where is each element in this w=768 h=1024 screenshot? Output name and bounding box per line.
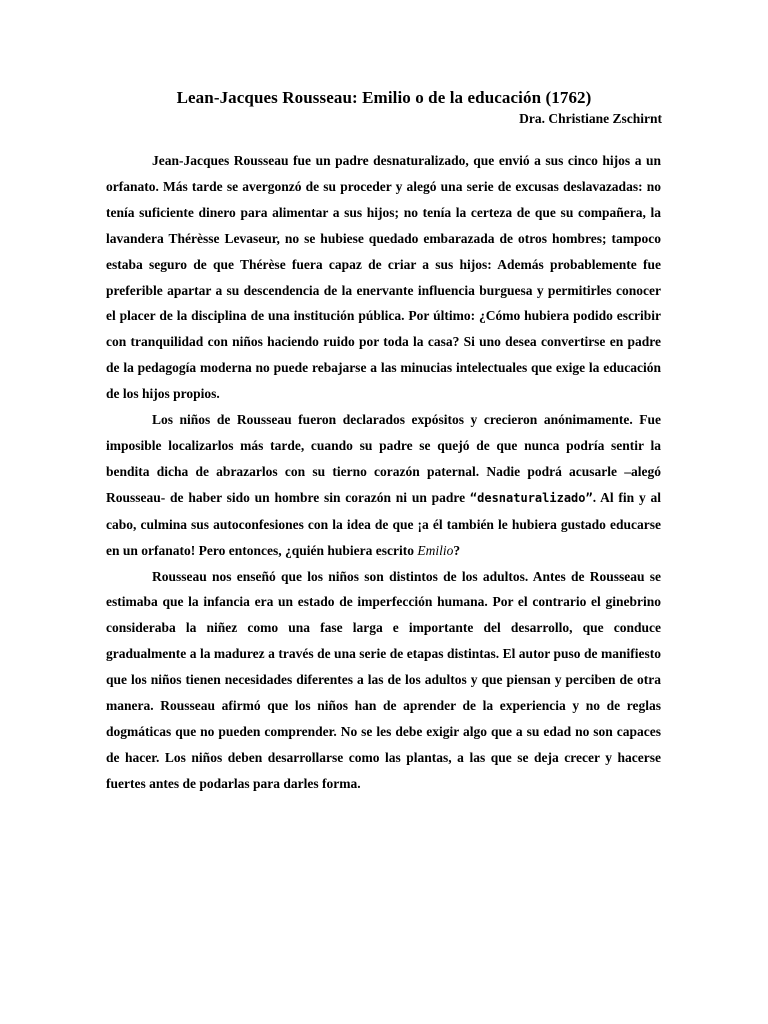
paragraph-2-text-end: ? (453, 542, 461, 558)
paragraph-2-text-middle: . Al fin y al cabo, culmina sus autoconfesiones con la idea de que ¡a él también le hubiera gustado educarse en un orfanato! Pero entonces, ¿quién hubiera escrito (106, 489, 661, 558)
document-title: Lean-Jacques Rousseau: Emilio o de la educación (1762) (176, 88, 592, 107)
paragraph-2-text-start: Los niños de Rousseau fueron declarados expósitos y crecieron anónimamente. Fue imposible localizarlos más tarde, cuando su padre se quejó de que nunca podría sentir la bendita dicha de abrazarlos con su tierno corazón paternal. Nadie podrá acusarle –alegó Rousseau- de haber sido un hombre sin corazón ni un padre (106, 412, 661, 505)
document-body (106, 148, 661, 797)
quoted-word: “desnaturalizado” (469, 490, 593, 505)
book-title-emilio: Emilio (417, 542, 454, 558)
paragraph-2 (106, 407, 661, 563)
document-author: Dra. Christiane Zschirnt (519, 111, 662, 126)
paragraph-3: Rousseau nos enseñó que los niños son distintos de los adultos. Antes de Rousseau se estimaba que la infancia era un estado de imperfección humana. Por el contrario el ginebrino consideraba la niñez como una fase larga e importante del desarrollo, que conduce gradualmente a la madurez a través de una serie de etapas distintas. El autor puso de manifiesto que los niños tienen necesidades diferentes a las de los adultos y que piensan y perciben de otra manera. Rousseau afirmó que los niños han de aprender de la experiencia y no de reglas dogmáticas que no pueden comprender. No se les debe exigir algo que a su edad no son capaces de hacer. Los niños deben desarrollarse como las plantas, a las que se deja crecer y hacerse fuertes antes de podarlas para darles forma. (106, 568, 661, 791)
paragraph-1: Jean-Jacques Rousseau fue un padre desnaturalizado, que envió a sus cinco hijos a un orfanato. Más tarde se avergonzó de su proceder y alegó una serie de excusas deslavazadas: no tenía suficiente dinero para alimentar a sus hijos; no tenía la certeza de que su compañera, la lavandera Thérèsse Levaseur, no se hubiese quedado embarazada de otros hombres; tampoco estaba seguro de que Thérèse fuera capaz de criar a sus hijos: Además probablemente fue preferible apartar a su descendencia de la enervante influencia burguesa y permitirles conocer el placer de la disciplina de una institución pública. Por último: ¿Cómo hubiera podido escribir con tranquilidad con niños haciendo ruido por toda la casa? Si uno desea convertirse en padre de la pedagogía moderna no puede rebajarse a las minucias intelectuales que exige la educación de los hijos propios. (106, 153, 661, 402)
